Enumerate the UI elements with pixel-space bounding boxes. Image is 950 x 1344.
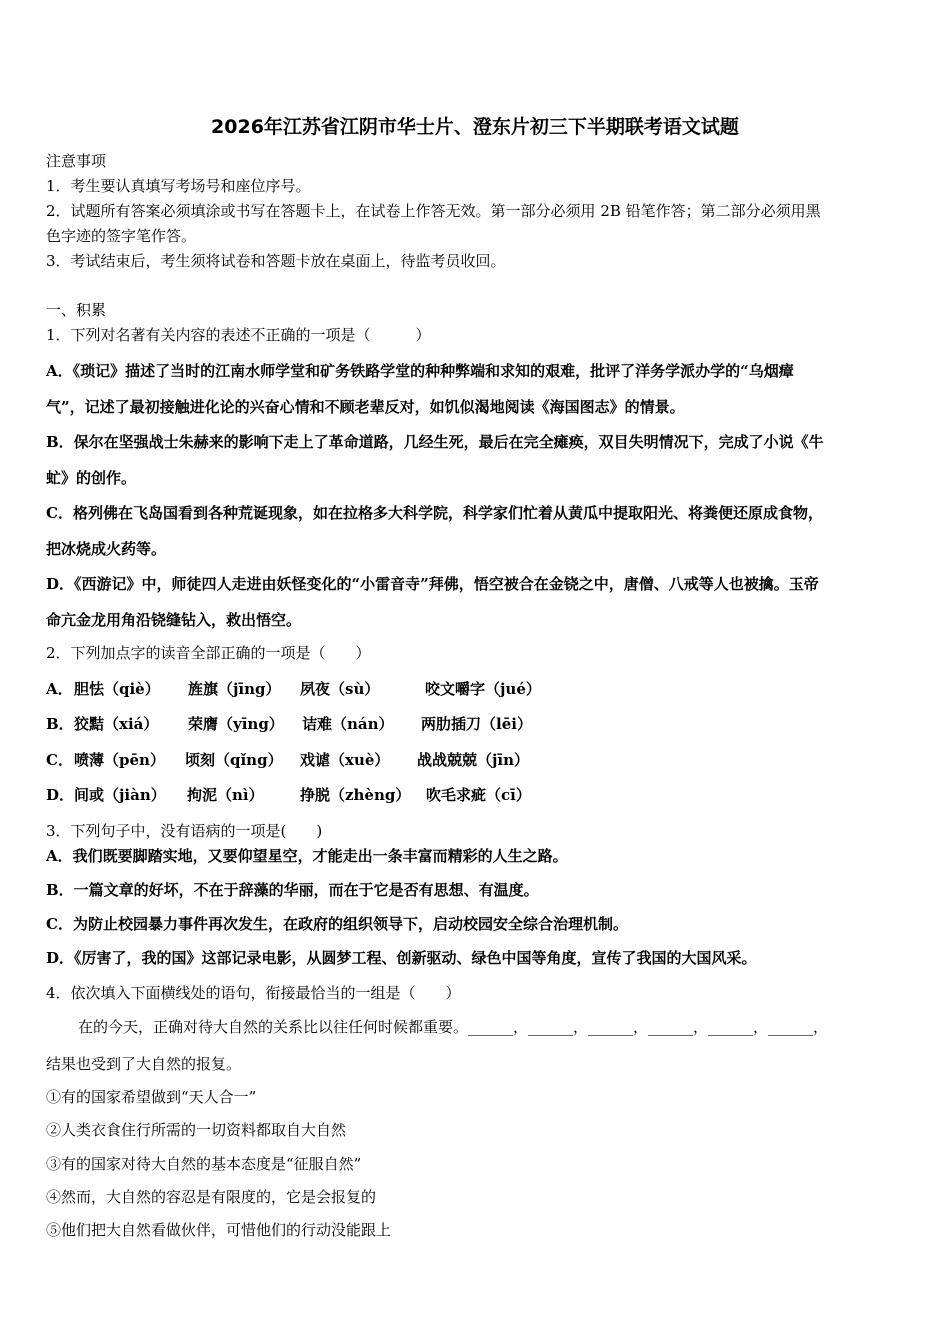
pinyin-item: 荣膺（yīng） xyxy=(188,715,284,733)
option-label: D． xyxy=(46,786,75,804)
option-label: C． xyxy=(46,751,73,769)
pinyin-item: 狡黠（xiá） xyxy=(74,715,159,733)
q1-option-line: B．保尔在坚强战士朱赫来的影响下走上了革命道路，几经生死，最后在完全瘫痪，双目失明情况下，完成了小说《牛 xyxy=(46,433,824,451)
pinyin-item: 诘难（nán） xyxy=(302,715,394,733)
pinyin-item: 喷薄（pēn） xyxy=(74,751,165,769)
q3-option: C．为防止校园暴力事件再次发生，在政府的组织领导下，启动校园安全综合治理机制。 xyxy=(46,915,628,933)
q4-item: ④然而，大自然的容忍是有限度的，它是会报复的 xyxy=(46,1188,377,1206)
notice-item: 2．试题所有答案必须填涂或书写在答题卡上，在试卷上作答无效。第一部分必须用 2B 铅笔作答；第二部分必须用黑 xyxy=(46,202,821,220)
pinyin-item: 间或（jiàn） xyxy=(74,786,166,804)
pinyin-item: 咬文嚼字（jué） xyxy=(425,680,541,698)
question-stem: 3．下列句子中，没有语病的一项是( ) xyxy=(46,822,323,840)
section-heading: 一、积累 xyxy=(46,301,107,319)
notice-heading: 注意事项 xyxy=(46,152,107,170)
q3-option: B．一篇文章的好坏，不在于辞藻的华丽，而在于它是否有思想、有温度。 xyxy=(46,881,539,899)
q3-option: D．《厉害了，我的国》这部记录电影，从圆梦工程、创新驱动、绿色中国等角度，宣传了我国的大国风采。 xyxy=(46,949,757,967)
pinyin-item: 戏谑（xuè） xyxy=(300,751,390,769)
pinyin-item: 顷刻（qǐng） xyxy=(185,751,283,769)
q4-passage-text: 在的今天，正确对待大自然的关系比以往任何时候都重要。 xyxy=(78,1018,469,1036)
q1-option-line: 把冰烧成火药等。 xyxy=(46,540,167,558)
q1-option-line: A．《琐记》描述了当时的江南水师学堂和矿务铁路学堂的种种弊端和求知的艰难，批评了洋务学派办学的“乌烟瘴 xyxy=(46,362,794,380)
q4-blanks: ______，______，______，______，______，______， xyxy=(468,1018,829,1036)
option-label: B． xyxy=(46,715,74,733)
question-stem: 1．下列对名著有关内容的表述不正确的一项是（ ） xyxy=(46,326,431,344)
q4-item: ③有的国家对待大自然的基本态度是“征服自然” xyxy=(46,1155,362,1173)
q1-option-line: C．格列佛在飞岛国看到各种荒诞现象，如在拉格多大科学院，科学家们忙着从黄瓜中提取阳光、将粪便还原成食物， xyxy=(46,504,823,522)
question-stem: 4．依次填入下面横线处的语句，衔接最恰当的一组是（ ） xyxy=(46,984,461,1002)
pinyin-item: 旌旗（jīng） xyxy=(188,680,281,698)
question-stem: 2．下列加点字的读音全部正确的一项是（ ） xyxy=(46,644,371,662)
pinyin-item: 胆怯（qiè） xyxy=(74,680,160,698)
pinyin-item: 战战兢兢（jīn） xyxy=(417,751,530,769)
pinyin-item: 挣脱（zhèng） xyxy=(300,786,411,804)
pinyin-item: 两肋插刀（lēi） xyxy=(421,715,532,733)
q1-option-line: 虻》的创作。 xyxy=(46,469,137,487)
notice-item: 3．考试结束后，考生须将试卷和答题卡放在桌面上，待监考员收回。 xyxy=(46,252,506,270)
q4-passage xyxy=(78,1017,828,1037)
q4-passage-end: 结果也受到了大自然的报复。 xyxy=(46,1055,242,1073)
q4-item: ①有的国家希望做到“天人合一” xyxy=(46,1088,257,1106)
pinyin-item: 夙夜（sù） xyxy=(300,680,380,698)
notice-item: 色字迹的签字笔作答。 xyxy=(46,227,197,245)
pinyin-item: 拘泥（nì） xyxy=(187,786,264,804)
page-title: 2026年江苏省江阴市华士片、澄东片初三下半期联考语文试题 xyxy=(211,116,739,138)
q1-option-line: 气”，记述了最初接触进化论的兴奋心情和不顾老辈反对，如饥似渴地阅读《海国图志》的情景。 xyxy=(46,398,685,416)
notice-item: 1．考生要认真填写考场号和座位序号。 xyxy=(46,177,311,195)
q4-item: ②人类衣食住行所需的一切资料都取自大自然 xyxy=(46,1121,347,1139)
q4-item: ⑤他们把大自然看做伙伴，可惜他们的行动没能跟上 xyxy=(46,1221,392,1239)
q3-option: A．我们既要脚踏实地，又要仰望星空，才能走出一条丰富而精彩的人生之路。 xyxy=(46,847,568,865)
pinyin-item: 吹毛求疵（cī） xyxy=(426,786,531,804)
q1-option-line: 命亢金龙用角沿铙缝钻入，救出悟空。 xyxy=(46,611,302,629)
q1-option-line: D．《西游记》中，师徒四人走进由妖怪变化的“小雷音寺”拜佛，悟空被合在金铙之中，唐僧、八戒等人也被擒。玉帝 xyxy=(46,575,819,593)
option-label: A． xyxy=(46,680,73,698)
